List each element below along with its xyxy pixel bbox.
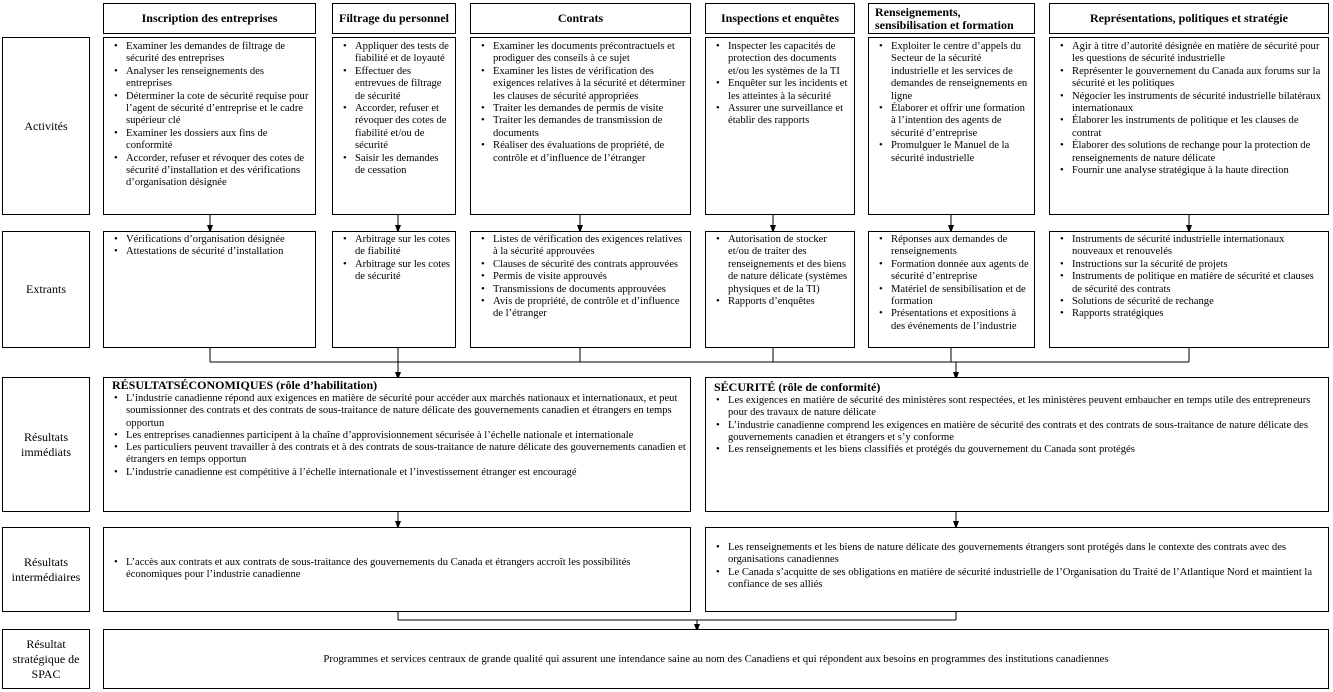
list-item: • Réponses aux demandes de renseignements [891, 234, 1030, 259]
list-item: • Élaborer et offrir une formation à l’intention des agents de sécurité d’entreprise [891, 103, 1030, 140]
list-item: • Réaliser des évaluations de propriété, de contrôle et d’influence de l’étranger [493, 140, 686, 165]
list-item: • L’accès aux contrats et aux contrats de sous-traitance des gouvernements du Canada et étrangers accroît les possibilités économiques pour l’industrie canadienne [126, 557, 686, 582]
list-item: • Agir à titre d’autorité désignée en matière de sécurité pour les questions de sécurité industrielle [1072, 41, 1324, 66]
outputs-personnel [332, 231, 456, 348]
list-item: • Formation donnée aux agents de sécurité d’entreprise [891, 259, 1030, 284]
list-item: • Exploiter le centre d’appels du Secteur de la sécurité industrielle et les services de demandes de renseignements en ligne [891, 41, 1030, 103]
list-item: • Examiner les demandes de filtrage de sécurité des entreprises [126, 41, 311, 66]
list-item: • Négocier les instruments de sécurité industrielle bilatéraux internationaux [1072, 91, 1324, 116]
list-item: • Avis de propriété, de contrôle et d’influence de l’étranger [493, 296, 686, 321]
list-item: • Les renseignements et les biens classifiés et protégés du gouvernement du Canada sont protégés [728, 444, 1324, 456]
list-item: • Fournir une analyse stratégique à la haute direction [1072, 165, 1324, 177]
outputs-information [868, 231, 1035, 348]
list-item: • Effectuer des entrevues de filtrage de sécurité [355, 66, 451, 103]
list-item: • Traiter les demandes de permis de visite [493, 103, 686, 115]
list-item: • Les renseignements et les biens de nature délicate des gouvernements étrangers sont protégés dans le contexte des contrats avec des organisations canadiennes [728, 542, 1324, 567]
intermediate-security [705, 527, 1329, 612]
list-item: • Les particuliers peuvent travailler à des contrats et à des contrats de sous-traitance de nature délicate des gouvernements canadien et étrangers en temps opportun [126, 442, 686, 467]
list-item: • Examiner les listes de vérification des exigences relatives à la sécurité et déterminer les clauses de sécurité appropriées [493, 66, 686, 103]
list-item: • Appliquer des tests de fiabilité et de loyauté [355, 41, 451, 66]
outputs-list [706, 234, 854, 308]
outputs-inspections [705, 231, 855, 348]
immediate-economic [103, 377, 691, 512]
list-item: • Examiner les documents précontractuels et prodiguer des conseils à ce sujet [493, 41, 686, 66]
activities-list [471, 41, 690, 165]
list-item: • Arbitrage sur les cotes de sécurité [355, 259, 451, 284]
list-item: • Examiner les dossiers aux fins de conformité [126, 128, 311, 153]
intermediate-economic-list [104, 557, 690, 582]
outputs-list [869, 234, 1034, 333]
activities-list [869, 41, 1034, 165]
activities-registration [103, 37, 316, 215]
outputs-list [1050, 234, 1328, 321]
activities-list [1050, 41, 1328, 177]
list-item: • Analyser les renseignements des entreprises [126, 66, 311, 91]
list-item: • Accorder, refuser et révoquer des cotes de fiabilité et/ou de sécurité [355, 103, 451, 153]
list-item: • Inspecter les capacités de protection des documents et/ou les systèmes de la TI [728, 41, 850, 78]
economic-title: RÉSULTATSÉCONOMIQUES (rôle d’habilitation) [112, 378, 378, 392]
security-title: SÉCURITÉ (rôle de conformité) [714, 380, 881, 394]
list-item: • Élaborer des solutions de rechange pour la protection de renseignements de nature délicate [1072, 140, 1324, 165]
list-item: • Les entreprises canadiennes participent à la chaîne d’approvisionnement sécurisée à l’échelle nationale et internationale [126, 430, 686, 442]
list-item: • L’industrie canadienne répond aux exigences en matière de sécurité pour accéder aux marchés nationaux et internationaux, et peut soumissionner des contrats et des contrats de sous-traitance de nature délicate des gouvernements canadien et étrangers en temps opportun [126, 393, 686, 430]
list-item: • Assurer une surveillance et établir des rapports [728, 103, 850, 128]
list-item: • Promulguer le Manuel de la sécurité industrielle [891, 140, 1030, 165]
list-item: • Rapports stratégiques [1072, 308, 1324, 320]
list-item: • Le Canada s’acquitte de ses obligations en matière de sécurité industrielle de l’Organisation du Traité de l’Atlantique Nord et maintient la confiance de ses alliés [728, 567, 1324, 592]
immediate-security-list [706, 395, 1328, 456]
list-item: • Déterminer la cote de sécurité requise pour l’agent de sécurité d’entreprise et le cadre supérieur clé [126, 91, 311, 128]
list-item: • Listes de vérification des exigences relatives à la sécurité approuvées [493, 234, 686, 259]
list-item: • Les exigences en matière de sécurité des ministères sont respectées, et les ministères peuvent embaucher en temps utile des entrepreneurs pour des travaux de nature délicate [728, 395, 1324, 420]
list-item: • Instructions sur la sécurité de projets [1072, 259, 1324, 271]
outputs-list [471, 234, 690, 321]
row-label-outputs: Extrants [2, 231, 90, 348]
immediate-security [705, 377, 1329, 512]
row-label-intermediate: Résultats intermédiaires [2, 527, 90, 612]
outputs-registration [103, 231, 316, 348]
row-label-immediate: Résultats immédiats [2, 377, 90, 512]
column-header-information: Renseignements, sensibilisation et formation [868, 3, 1035, 34]
intermediate-economic [103, 527, 691, 612]
list-item: • Arbitrage sur les cotes de fiabilité [355, 234, 451, 259]
outputs-representations [1049, 231, 1329, 348]
activities-representations [1049, 37, 1329, 215]
strategic-outcome-text: Programmes et services centraux de grande qualité qui assurent une intendance saine au nom des Canadiens et qui répondent aux besoins en programmes des institutions canadiennes [323, 653, 1109, 665]
activities-inspections [705, 37, 855, 215]
list-item: • Représenter le gouvernement du Canada aux forums sur la sécurité et les politiques [1072, 66, 1324, 91]
activities-list [706, 41, 854, 128]
immediate-economic-list [104, 393, 690, 479]
list-item: • Traiter les demandes de transmission de documents [493, 115, 686, 140]
list-item: • Présentations et expositions à des événements de l’industrie [891, 308, 1030, 333]
list-item: • Transmissions de documents approuvées [493, 284, 686, 296]
activities-list [104, 41, 315, 190]
column-header-registration: Inscription des entreprises [103, 3, 316, 34]
list-item: • Instruments de sécurité industrielle internationaux nouveaux et renouvelés [1072, 234, 1324, 259]
list-item: • Rapports d’enquêtes [728, 296, 850, 308]
column-header-representations: Représentations, politiques et stratégie [1049, 3, 1329, 34]
list-item: • Vérifications d’organisation désignée [126, 234, 311, 246]
list-item: • Instruments de politique en matière de sécurité et clauses de sécurité des contrats [1072, 271, 1324, 296]
list-item: • Attestations de sécurité d’installation [126, 246, 311, 258]
list-item: • Accorder, refuser et révoquer des cotes de sécurité d’installation et des vérifications d’organisation désignée [126, 153, 311, 190]
list-item: • L’industrie canadienne est compétitive à l’échelle internationale et l’investissement étranger est encouragé [126, 467, 686, 479]
activities-contracts [470, 37, 691, 215]
list-item: • Élaborer les instruments de politique et les clauses de contrat [1072, 115, 1324, 140]
column-header-inspections: Inspections et enquêtes [705, 3, 855, 34]
outputs-contracts [470, 231, 691, 348]
list-item: • Solutions de sécurité de rechange [1072, 296, 1324, 308]
list-item: • L’industrie canadienne comprend les exigences en matière de sécurité des contrats et des contrats de sous-traitance de nature délicate des gouvernements canadien et étrangers et s’y conforme [728, 420, 1324, 445]
column-header-contracts: Contrats [470, 3, 691, 34]
row-label-activities: Activités [2, 37, 90, 215]
intermediate-security-list [706, 542, 1328, 591]
column-header-personnel: Filtrage du personnel [332, 3, 456, 34]
list-item: • Permis de visite approuvés [493, 271, 686, 283]
list-item: • Autorisation de stocker et/ou de traiter des renseignements et des biens de nature délicate (systèmes physiques et de la TI) [728, 234, 850, 296]
list-item: • Saisir les demandes de cessation [355, 153, 451, 178]
row-label-strategic: Résultat stratégique de SPAC [2, 629, 90, 689]
list-item: • Matériel de sensibilisation et de formation [891, 284, 1030, 309]
activities-information [868, 37, 1035, 215]
activities-list [333, 41, 455, 177]
outputs-list [104, 234, 315, 259]
activities-personnel [332, 37, 456, 215]
strategic-outcome [103, 629, 1329, 689]
list-item: • Clauses de sécurité des contrats approuvées [493, 259, 686, 271]
list-item: • Enquêter sur les incidents et les atteintes à la sécurité [728, 78, 850, 103]
outputs-list [333, 234, 455, 284]
